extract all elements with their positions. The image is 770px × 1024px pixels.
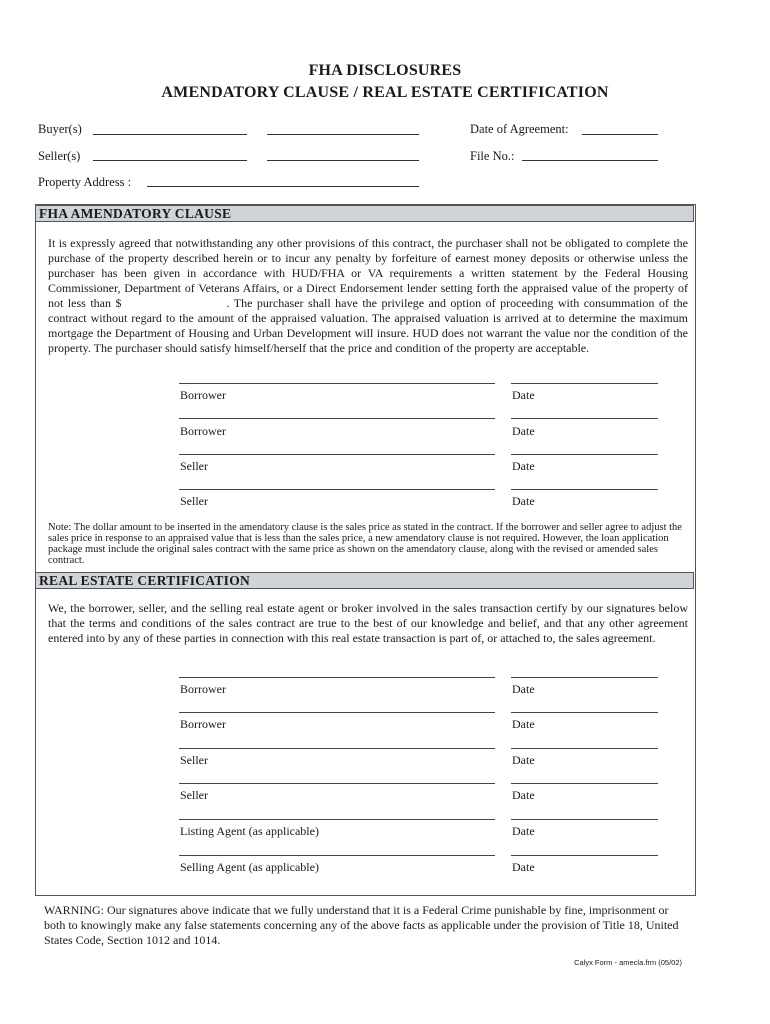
- amendatory-note: Note: The dollar amount to be inserted in the amendatory clause is the sales price as stated in the contract. If the borrower and seller agree to adjust the sales price in response to an appraised value that is less than the sales price, a new amendatory clause is not required. However, the loan application package must include the original sales contract with the same price as shown on the amendatory clause, along with the revised or amended sales contract.: [48, 522, 682, 566]
- certification-date-line[interactable]: [511, 677, 658, 678]
- date-label: Date: [512, 388, 535, 402]
- file-no-field[interactable]: [522, 160, 658, 161]
- certification-date-line[interactable]: [511, 712, 658, 713]
- form-subtitle: AMENDATORY CLAUSE / REAL ESTATE CERTIFICATION: [161, 84, 609, 101]
- certification-signature-line[interactable]: [179, 783, 495, 784]
- date-of-agreement-field[interactable]: [582, 134, 658, 135]
- signature-label: Seller: [180, 753, 208, 767]
- date-label: Date: [512, 860, 535, 874]
- amendatory-signature-line[interactable]: [179, 383, 495, 384]
- certification-date-line[interactable]: [511, 855, 658, 856]
- date-label: Date: [512, 717, 535, 731]
- amendatory-date-line[interactable]: [511, 489, 658, 490]
- signature-label: Borrower: [180, 717, 226, 731]
- date-label: Date: [512, 682, 535, 696]
- amendatory-date-line[interactable]: [511, 383, 658, 384]
- signature-label: Listing Agent (as applicable): [180, 824, 319, 838]
- file-no-label: File No.:: [470, 149, 515, 163]
- buyer-1-field[interactable]: [93, 134, 247, 135]
- signature-label: Seller: [180, 459, 208, 473]
- amendatory-clause-heading: FHA AMENDATORY CLAUSE: [35, 205, 694, 222]
- certification-date-line[interactable]: [511, 783, 658, 784]
- certification-date-line[interactable]: [511, 748, 658, 749]
- date-label: Date: [512, 788, 535, 802]
- certification-signature-line[interactable]: [179, 748, 495, 749]
- amendatory-signature-line[interactable]: [179, 418, 495, 419]
- amendatory-clause-text: It is expressly agreed that notwithstanding any other provisions of this contract, the purchaser shall not be obligated to complete the purchase of the property described herein or to incur any penalty by forfeiture of earnest money deposits or otherwise unless the purchaser has been given in accordance with HUD/FHA or VA requirements a written statement by the Federal Housing Commissioner, Department of Veterans Affairs, or a Direct Endorsement lender setting forth the appraised value of the property of not less than $ . The purchaser shall have the privilege and option of proceeding with consummation of the contract without regard to the amount of the appraised valuation. The appraised valuation is arrived at to determine the maximum mortgage the Department of Housing and Urban Development will insure. HUD does not warrant the value nor the condition of the property. The purchaser should satisfy himself/herself that the price and condition of the property are acceptable.: [48, 236, 688, 355]
- date-label: Date: [512, 459, 535, 473]
- certification-signature-line[interactable]: [179, 855, 495, 856]
- signature-label: Seller: [180, 494, 208, 508]
- seller-1-field[interactable]: [93, 160, 247, 161]
- signature-label: Seller: [180, 788, 208, 802]
- date-label: Date: [512, 424, 535, 438]
- property-address-field[interactable]: [147, 186, 419, 187]
- amendatory-date-line[interactable]: [511, 454, 658, 455]
- signature-label: Borrower: [180, 424, 226, 438]
- property-address-label: Property Address :: [38, 175, 132, 189]
- date-label: Date: [512, 753, 535, 767]
- sellers-label: Seller(s): [38, 149, 81, 163]
- certification-signature-line[interactable]: [179, 712, 495, 713]
- certification-text: We, the borrower, seller, and the selling real estate agent or broker involved in the sales transaction certify by our signatures below that the terms and conditions of the sales contract are true to the best of our knowledge and belief, and that any other agreement entered into by any of these parties in connection with this real estate transaction is part of, or attached to, the sales agreement.: [48, 601, 688, 645]
- buyer-2-field[interactable]: [267, 134, 419, 135]
- date-label: Date: [512, 494, 535, 508]
- signature-label: Borrower: [180, 388, 226, 402]
- certification-date-line[interactable]: [511, 819, 658, 820]
- form-title: FHA DISCLOSURES: [308, 62, 462, 79]
- certification-signature-line[interactable]: [179, 677, 495, 678]
- date-of-agreement-label: Date of Agreement:: [470, 122, 569, 136]
- signature-label: Borrower: [180, 682, 226, 696]
- federal-crime-warning: WARNING: Our signatures above indicate that we fully understand that it is a Federal Crime punishable by fine, imprisonment or both to knowingly make any false statements concerning any of the above facts as applicable under the provision of Title 18, United States Code, Section 1012 and 1014.: [44, 903, 679, 947]
- date-label: Date: [512, 824, 535, 838]
- form-footer: Calyx Form - amecla.frm (05/02): [574, 958, 682, 967]
- amendatory-date-line[interactable]: [511, 418, 658, 419]
- amendatory-signature-line[interactable]: [179, 454, 495, 455]
- signature-label: Selling Agent (as applicable): [180, 860, 319, 874]
- seller-2-field[interactable]: [267, 160, 419, 161]
- certification-heading: REAL ESTATE CERTIFICATION: [35, 572, 694, 589]
- buyers-label: Buyer(s): [38, 122, 82, 136]
- certification-signature-line[interactable]: [179, 819, 495, 820]
- amendatory-signature-line[interactable]: [179, 489, 495, 490]
